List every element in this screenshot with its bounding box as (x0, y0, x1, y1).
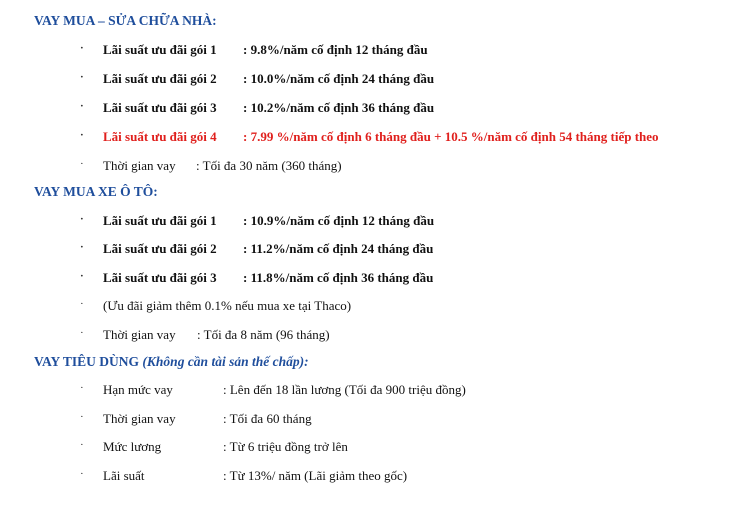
list-item (0, 213, 750, 231)
item-value: : 11.8%/năm cố định 36 tháng đầu (243, 270, 434, 285)
list-item (0, 100, 750, 118)
item-label: Lãi suất ưu đãi gói 2 (103, 241, 217, 256)
item-value: : Từ 13%/ năm (Lãi giảm theo gốc) (223, 468, 408, 483)
section-title-note: (Không cần tài sản thế chấp): (142, 354, 309, 369)
item-label: Lãi suất ưu đãi gói 4 (103, 129, 217, 144)
bullet: · (80, 42, 84, 54)
item-label: Thời gian vay (103, 411, 176, 426)
item-label: Thời gian vay (103, 327, 176, 342)
item-value: : Tối đa 8 năm (96 tháng) (197, 327, 330, 342)
section-title-consumer-loan (34, 354, 309, 370)
section-title-home-loan: VAY MUA – SỬA CHỮA NHÀ: (34, 13, 217, 28)
list-item (0, 270, 750, 288)
bullet: · (80, 100, 84, 112)
list-item (0, 71, 750, 89)
list-item (0, 411, 750, 429)
list-item (0, 298, 750, 316)
list-item (0, 158, 750, 176)
item-value: : 7.99 %/năm cố định 6 tháng đầu + 10.5 %/năm cố định 54 tháng tiếp theo (243, 129, 659, 144)
bullet: · (80, 241, 84, 253)
item-label: Lãi suất ưu đãi gói 1 (103, 213, 217, 228)
item-label: Lãi suất ưu đãi gói 3 (103, 270, 217, 285)
item-label: Lãi suất ưu đãi gói 3 (103, 100, 217, 115)
item-label: Thời gian vay (103, 158, 176, 173)
item-value: : Lên đến 18 lần lương (Tối đa 900 triệu đồng) (223, 382, 466, 397)
list-item-highlight (0, 129, 750, 147)
item-value: : 10.0%/năm cố định 24 tháng đầu (243, 71, 435, 86)
bullet: · (80, 158, 84, 170)
bullet: · (80, 270, 84, 282)
list-item (0, 42, 750, 60)
bullet: · (80, 71, 84, 83)
list-item (0, 468, 750, 486)
item-value: : 10.9%/năm cố định 12 tháng đầu (243, 213, 435, 228)
list-item (0, 439, 750, 457)
item-value: : 11.2%/năm cố định 24 tháng đầu (243, 241, 434, 256)
item-label: (Ưu đãi giảm thêm 0.1% nếu mua xe tại Thaco) (103, 298, 352, 313)
list-item (0, 327, 750, 345)
item-value: : Từ 6 triệu đồng trở lên (223, 439, 348, 454)
bullet: · (80, 298, 84, 310)
item-label: Lãi suất ưu đãi gói 2 (103, 71, 217, 86)
list-item (0, 241, 750, 259)
item-label: Lãi suất ưu đãi gói 1 (103, 42, 217, 57)
item-label: Mức lương (103, 439, 162, 454)
bullet: · (80, 439, 84, 451)
item-value: : 10.2%/năm cố định 36 tháng đầu (243, 100, 435, 115)
item-label: Lãi suất (103, 468, 145, 483)
bullet: · (80, 213, 84, 225)
section-title-car-loan: VAY MUA XE Ô TÔ: (34, 184, 158, 199)
bullet: · (80, 382, 84, 394)
item-value: : Tối đa 30 năm (360 tháng) (196, 158, 342, 173)
item-value: : 9.8%/năm cố định 12 tháng đầu (243, 42, 428, 57)
bullet: · (80, 468, 84, 480)
bullet: · (80, 411, 84, 423)
item-label: Hạn mức vay (103, 382, 173, 397)
list-item (0, 382, 750, 400)
item-value: : Tối đa 60 tháng (223, 411, 312, 426)
bullet: · (80, 327, 84, 339)
bullet: · (80, 129, 84, 141)
section-title-text: VAY TIÊU DÙNG (34, 354, 140, 369)
